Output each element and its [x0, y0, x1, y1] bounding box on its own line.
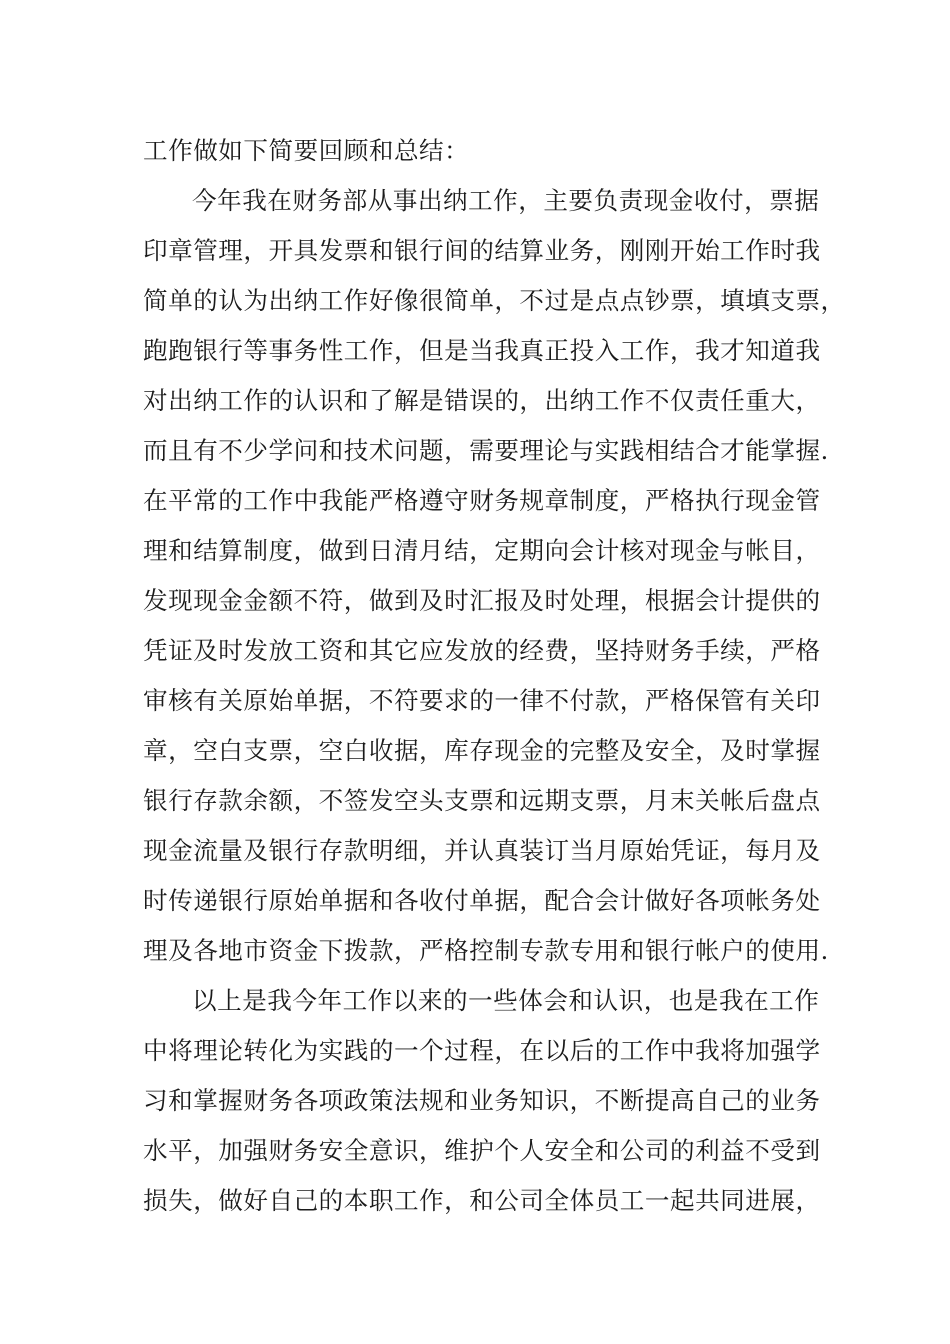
text-line: 以上是我今年工作以来的一些体会和认识，也是我在工作 — [192, 986, 820, 1015]
text-line: 简单的认为出纳工作好像很简单，不过是点点钞票，填填支票， — [143, 286, 846, 315]
document-body — [143, 126, 846, 1226]
text-line: 理和结算制度，做到日清月结，定期向会计核对现金与帐目， — [143, 536, 821, 565]
text-line: 对出纳工作的认识和了解是错误的，出纳工作不仅责任重大， — [143, 386, 821, 415]
text-line: 损失，做好自己的本职工作，和公司全体员工一起共同进展， — [143, 1186, 821, 1215]
text-line: 印章管理，开具发票和银行间的结算业务，刚刚开始工作时我 — [143, 236, 821, 265]
text-line: 而且有不少学问和技术问题，需要理论与实践相结合才能掌握. — [143, 436, 829, 465]
text-line: 时传递银行原始单据和各收付单据，配合会计做好各项帐务处 — [143, 886, 821, 915]
text-line: 理及各地市资金下拨款，严格控制专款专用和银行帐户的使用. — [143, 936, 829, 965]
text-line: 水平，加强财务安全意识，维护个人安全和公司的利益不受到 — [143, 1136, 821, 1165]
text-line: 中将理论转化为实践的一个过程，在以后的工作中我将加强学 — [143, 1036, 821, 1065]
text-line: 工作做如下简要回顾和总结： — [143, 136, 470, 165]
text-line: 凭证及时发放工资和其它应发放的经费，坚持财务手续，严格 — [143, 636, 821, 665]
text-line: 章，空白支票，空白收据，库存现金的完整及安全，及时掌握 — [143, 736, 821, 765]
text-line: 今年我在财务部从事出纳工作，主要负责现金收付，票据 — [192, 186, 820, 215]
text-line: 现金流量及银行存款明细，并认真装订当月原始凭证，每月及 — [143, 836, 821, 865]
text-line: 习和掌握财务各项政策法规和业务知识，不断提高自己的业务 — [143, 1086, 821, 1115]
text-line: 跑跑银行等事务性工作，但是当我真正投入工作，我才知道我 — [143, 336, 821, 365]
text-line: 在平常的工作中我能严格遵守财务规章制度，严格执行现金管 — [143, 486, 821, 515]
text-line: 银行存款余额，不签发空头支票和远期支票，月末关帐后盘点 — [143, 786, 821, 815]
text-line: 审核有关原始单据，不符要求的一律不付款，严格保管有关印 — [143, 686, 821, 715]
text-line: 发现现金金额不符，做到及时汇报及时处理，根据会计提供的 — [143, 586, 821, 615]
